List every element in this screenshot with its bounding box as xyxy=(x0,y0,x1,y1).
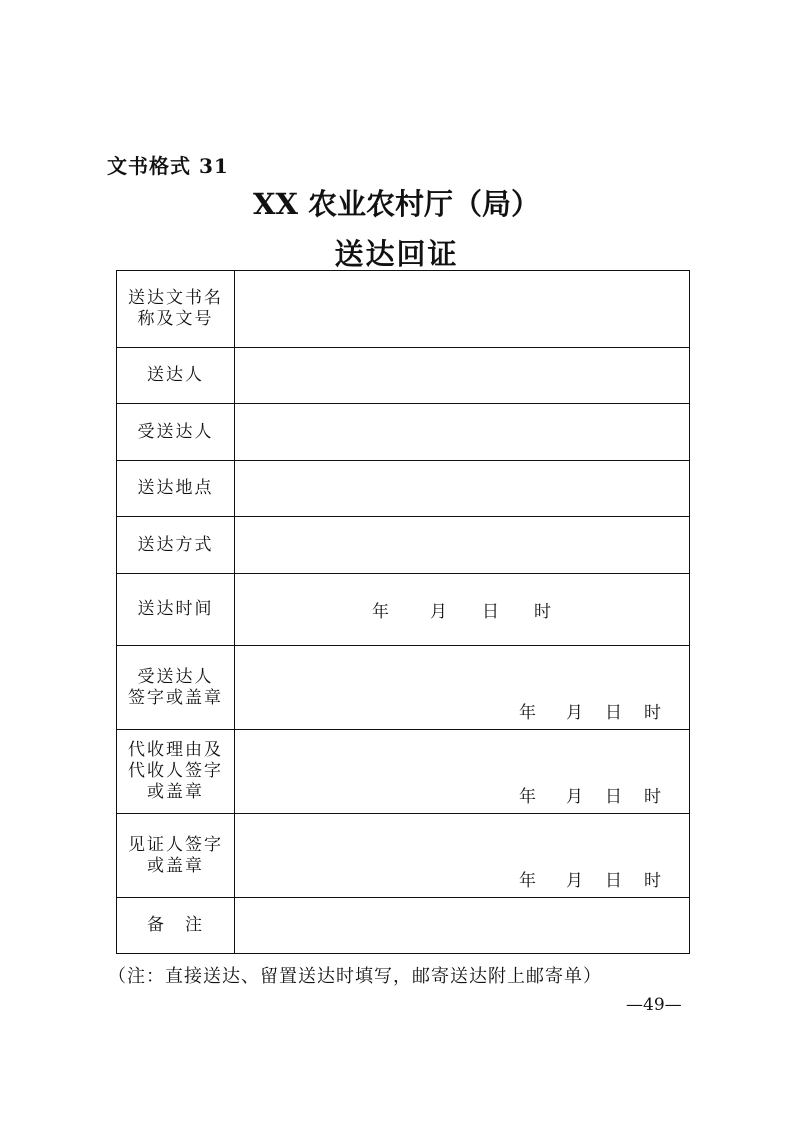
date-month-label: 月 xyxy=(566,787,583,807)
date-year-label: 年 xyxy=(519,787,536,807)
remarks-field[interactable] xyxy=(235,898,690,954)
date-month-label: 月 xyxy=(566,871,583,891)
delivery-time-field[interactable] xyxy=(235,574,690,646)
document-name-field[interactable] xyxy=(235,271,690,348)
row-label-remarks: 备 注 xyxy=(117,898,235,954)
recipient-signature-field[interactable] xyxy=(235,646,690,730)
witness-signature-date xyxy=(519,866,661,891)
date-day-label: 日 xyxy=(605,703,622,723)
witness-signature-field[interactable] xyxy=(235,814,690,898)
proxy-signature-date xyxy=(519,782,661,807)
date-hour-label: 时 xyxy=(644,871,661,891)
row-label-delivery-place: 送达地点 xyxy=(117,461,235,517)
date-year-label: 年 xyxy=(519,703,536,723)
date-hour-label: 时 xyxy=(644,787,661,807)
table-row xyxy=(117,574,690,646)
row-label-deliverer: 送达人 xyxy=(117,348,235,404)
proxy-signature-field[interactable] xyxy=(235,730,690,814)
row-label-witness-signature: 见证人签字 或盖章 xyxy=(117,814,235,898)
table-row xyxy=(117,271,690,348)
date-month-label: 月 xyxy=(430,602,448,622)
date-day-label: 日 xyxy=(482,602,500,622)
delivery-receipt-table xyxy=(116,270,690,954)
table-row xyxy=(117,730,690,814)
row-label-recipient-signature: 受送达人 签字或盖章 xyxy=(117,646,235,730)
row-label-document-name: 送达文书名 称及文号 xyxy=(117,271,235,348)
document-title: XX 农业农村厅（局） xyxy=(252,187,541,221)
date-month-label: 月 xyxy=(566,703,583,723)
table-row xyxy=(117,898,690,954)
date-hour-label: 时 xyxy=(644,703,661,723)
date-year-label: 年 xyxy=(519,871,536,891)
table-row xyxy=(117,646,690,730)
date-hour-label: 时 xyxy=(534,602,552,622)
document-subtitle: 送达回证 xyxy=(334,237,459,271)
row-label-delivery-time: 送达时间 xyxy=(117,574,235,646)
row-label-delivery-method: 送达方式 xyxy=(117,517,235,574)
footnote: （注：直接送达、留置送达时填写，邮寄送达附上邮寄单） xyxy=(108,966,602,987)
page-number: —49— xyxy=(626,995,682,1015)
table-row xyxy=(117,814,690,898)
delivery-time-date xyxy=(235,597,689,622)
delivery-place-field[interactable] xyxy=(235,461,690,517)
delivery-method-field[interactable] xyxy=(235,517,690,574)
table-row xyxy=(117,517,690,574)
row-label-proxy-signature: 代收理由及 代收人签字 或盖章 xyxy=(117,730,235,814)
recipient-signature-date xyxy=(519,698,661,723)
format-label: 文书格式 31 xyxy=(107,154,229,178)
date-day-label: 日 xyxy=(605,787,622,807)
table-row xyxy=(117,348,690,404)
date-day-label: 日 xyxy=(605,871,622,891)
table-row xyxy=(117,461,690,517)
date-year-label: 年 xyxy=(372,602,390,622)
row-label-recipient: 受送达人 xyxy=(117,404,235,461)
recipient-field[interactable] xyxy=(235,404,690,461)
table-row xyxy=(117,404,690,461)
deliverer-field[interactable] xyxy=(235,348,690,404)
